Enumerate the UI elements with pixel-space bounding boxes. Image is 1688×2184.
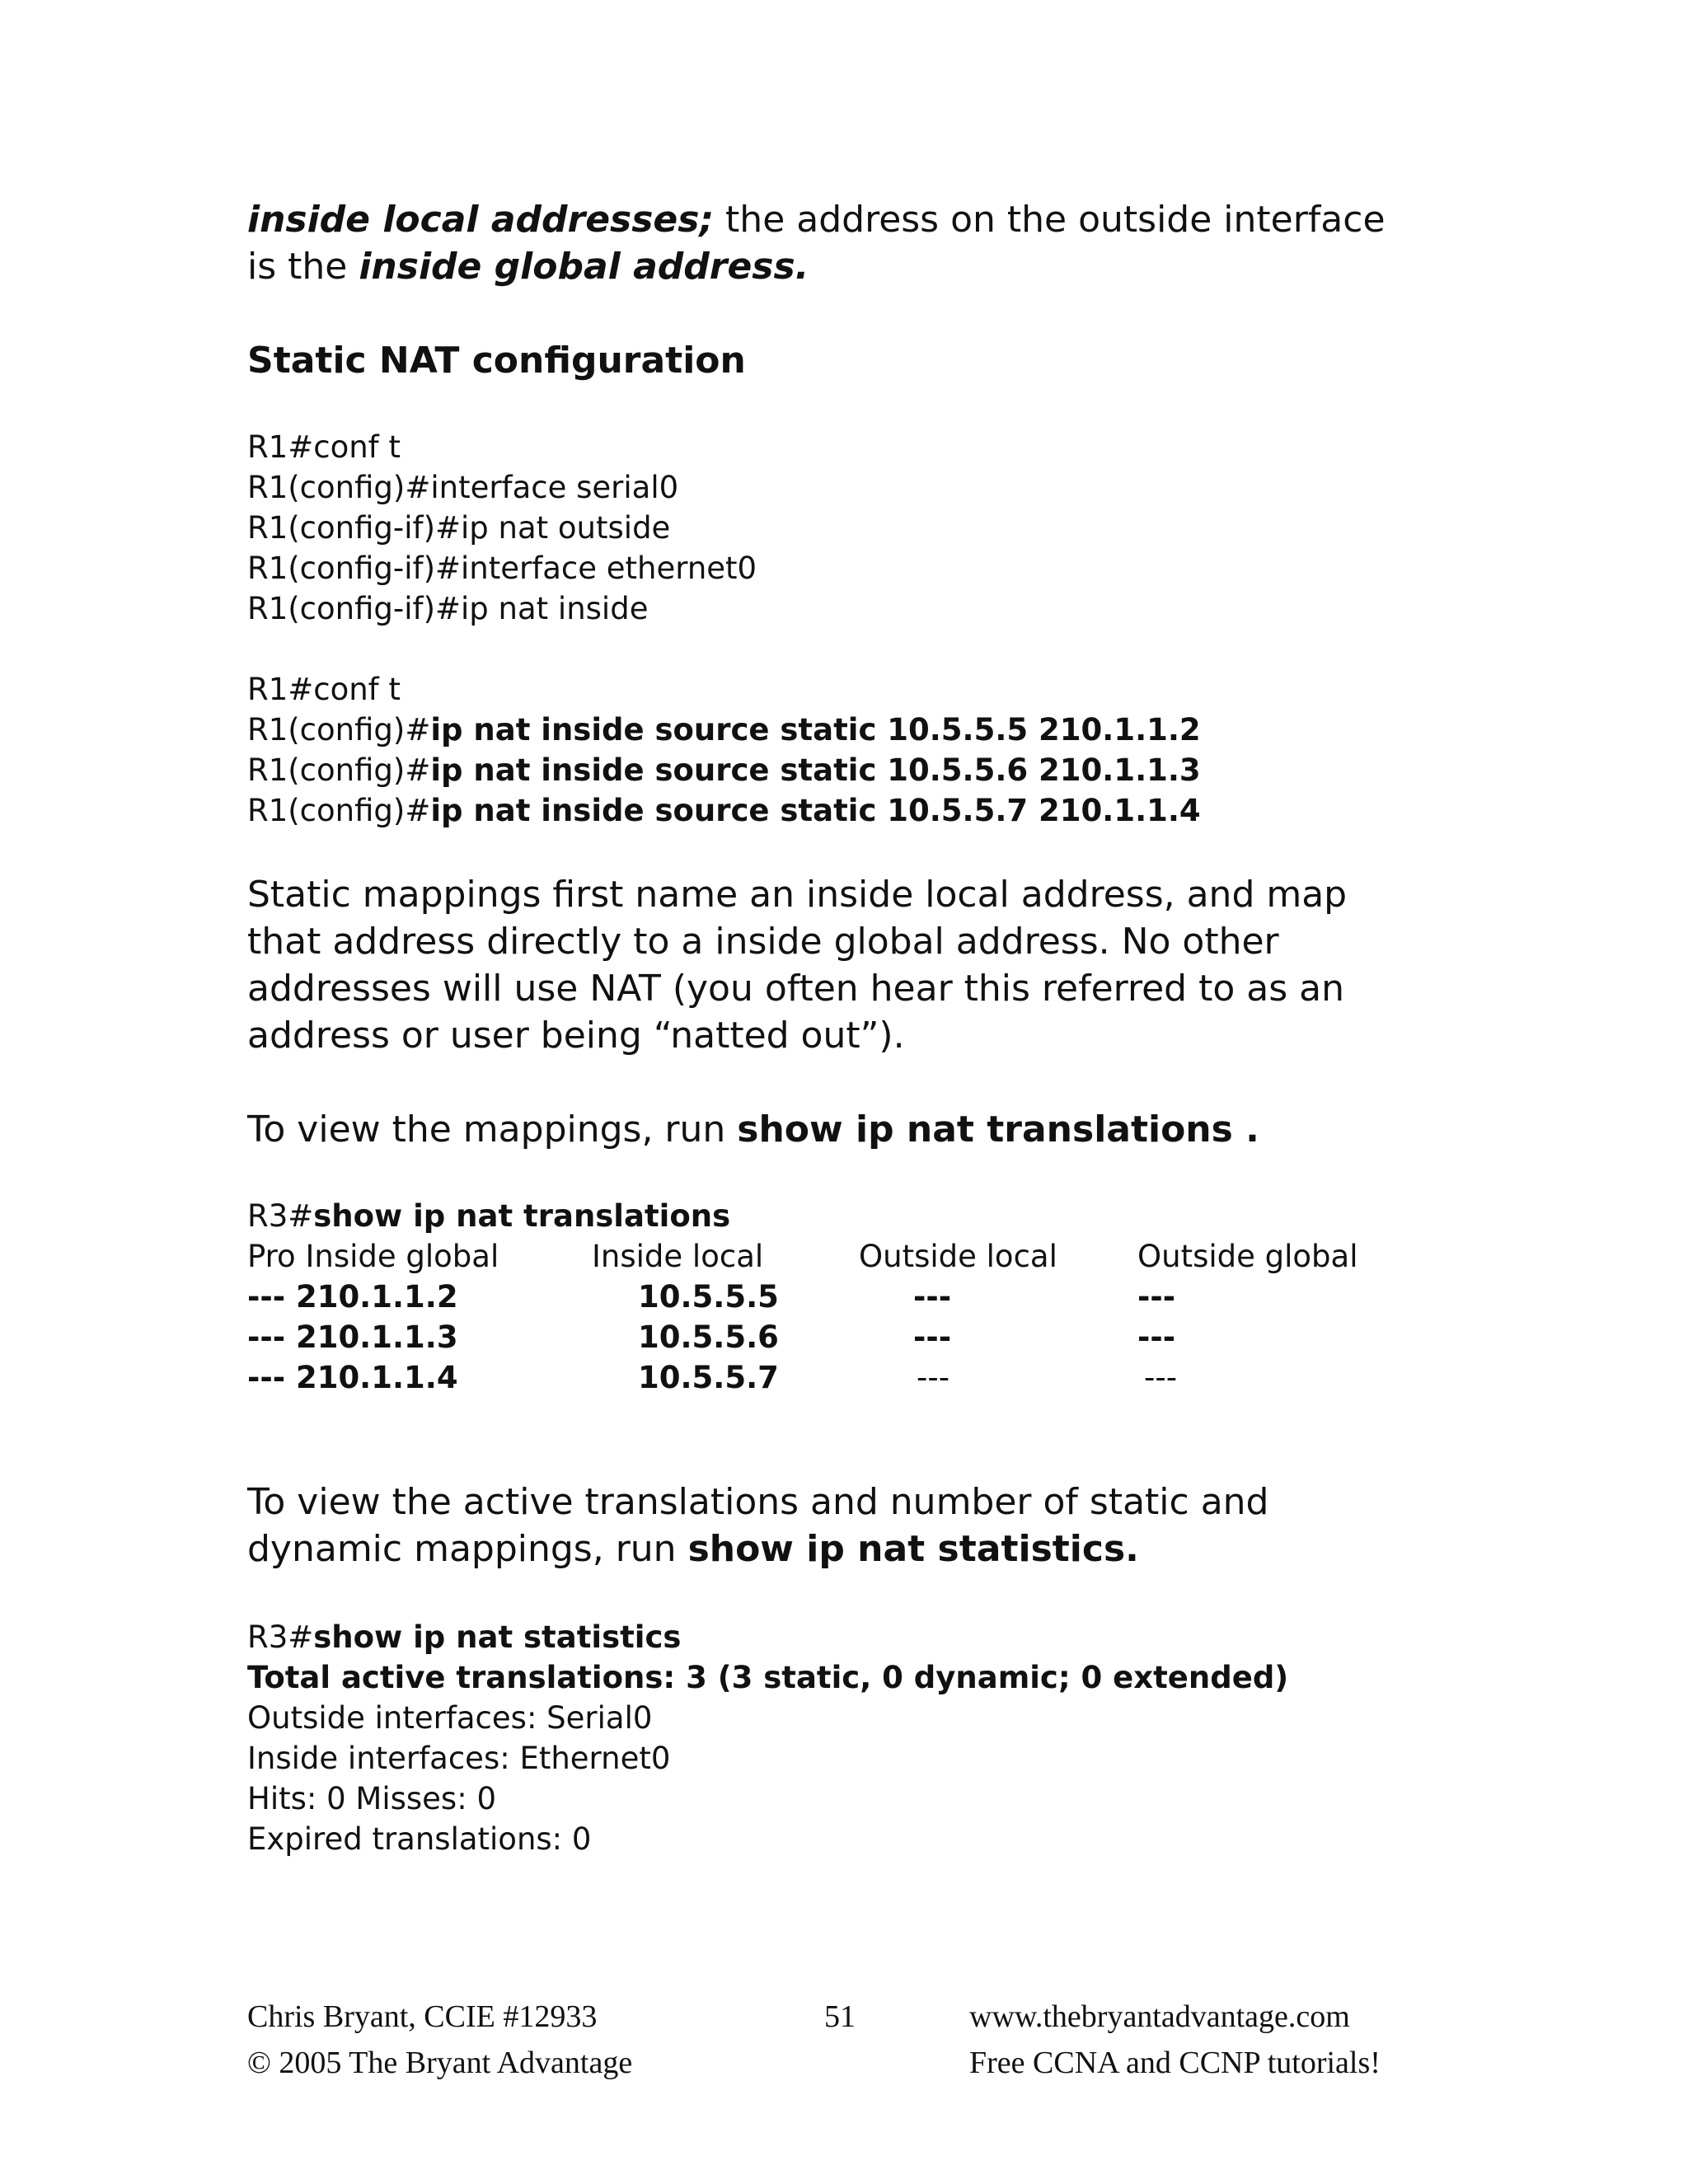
table-row: --- 210.1.1.4 10.5.5.7 --- --- xyxy=(247,1360,1178,1395)
footer-author: Chris Bryant, CCIE #12933 xyxy=(247,1999,598,2034)
command-show-statistics: show ip nat statistics. xyxy=(687,1528,1139,1570)
column-header: Pro Inside global xyxy=(247,1239,499,1274)
term-inside-global: inside global address. xyxy=(359,246,809,288)
static-mapping-paragraph: Static mappings first name an inside local address, and map that address directly to a inside global address. No other addresses will use NAT (you often hear this referred to as an address or user being “natted out”). xyxy=(247,874,1348,1057)
footer-right xyxy=(969,1994,1381,2086)
total-active-translations: Total active translations: 3 (3 static, 0 dynamic; 0 extended) xyxy=(247,1660,1289,1695)
section-heading: Static NAT configuration xyxy=(247,340,746,382)
table-row: --- 210.1.1.3 10.5.5.6 --- --- xyxy=(247,1319,1176,1355)
config-line: R1#conf t xyxy=(247,672,401,707)
column-header: Outside local xyxy=(859,1239,1057,1274)
intro-line-1: inside local addresses; the address on the outside interface xyxy=(247,199,1386,241)
view-mappings-paragraph: To view the mappings, run show ip nat translations . xyxy=(247,1108,1259,1151)
config-line: R1(config-if)#ip nat inside xyxy=(247,591,649,626)
stat-line: Hits: 0 Misses: 0 xyxy=(247,1781,496,1816)
statistics-output xyxy=(247,1617,1484,1859)
column-header: Outside global xyxy=(1137,1239,1358,1274)
table-header xyxy=(247,1236,1484,1277)
footer-copyright: © 2005 The Bryant Advantage xyxy=(247,2046,633,2080)
footer-website: www.thebryantadvantage.com xyxy=(969,1999,1350,2034)
table-row: --- 210.1.1.2 10.5.5.5 --- --- xyxy=(247,1279,1176,1315)
config-line: R1#conf t xyxy=(247,429,401,465)
config-line: R1(config-if)#interface ethernet0 xyxy=(247,551,757,586)
page-number: 51 xyxy=(824,1999,856,2034)
config-block-2 xyxy=(247,669,1484,831)
config-block-1 xyxy=(247,427,1484,629)
static-mapping-command: R1(config)#ip nat inside source static 10.5.5.7 210.1.1.4 xyxy=(247,793,1201,828)
footer-tagline: Free CCNA and CCNP tutorials! xyxy=(969,2046,1381,2080)
command-show-translations: show ip nat translations . xyxy=(737,1108,1259,1151)
view-statistics-paragraph: To view the active translations and number of static and dynamic mappings, run show ip nat statistics. xyxy=(247,1481,1269,1570)
config-line: R1(config-if)#ip nat outside xyxy=(247,510,671,546)
translations-output xyxy=(247,1196,1484,1398)
static-mapping-command: R1(config)#ip nat inside source static 10.5.5.6 210.1.1.3 xyxy=(247,752,1201,788)
static-mapping-command: R1(config)#ip nat inside source static 10.5.5.5 210.1.1.2 xyxy=(247,712,1201,748)
command-line: R3#show ip nat translations xyxy=(247,1198,731,1234)
command-line: R3#show ip nat statistics xyxy=(247,1619,682,1655)
column-header: Inside local xyxy=(592,1239,764,1274)
intro-line-2: is the inside global address. xyxy=(247,246,809,288)
footer-left xyxy=(247,1994,632,2086)
stat-line: Outside interfaces: Serial0 xyxy=(247,1700,653,1736)
intro-paragraph xyxy=(247,196,1484,290)
term-inside-local: inside local addresses; xyxy=(247,199,715,241)
config-line: R1(config)#interface serial0 xyxy=(247,470,679,505)
stat-line: Inside interfaces: Ethernet0 xyxy=(247,1741,671,1776)
stat-line: Expired translations: 0 xyxy=(247,1821,592,1857)
